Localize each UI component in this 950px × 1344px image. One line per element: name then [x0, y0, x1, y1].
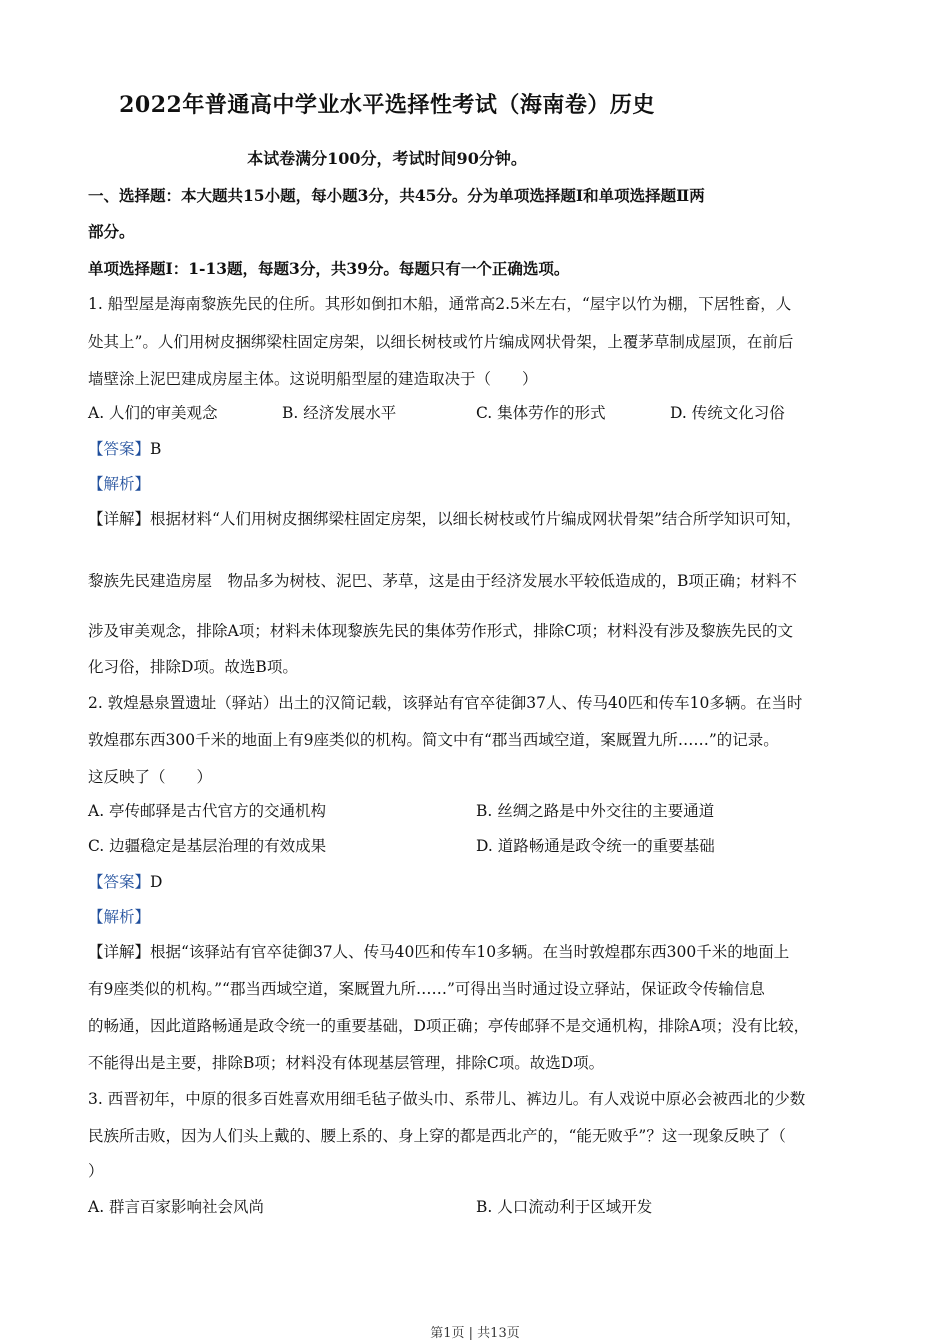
q1-stem-line2: 处其上”。人们用树皮捆绑梁柱固定房架，以细长树枝或竹片编成网状骨架，上覆茅草制成屋顶，在前后 — [88, 333, 794, 351]
page-title: 2022年普通高中学业水平选择性考试（海南卷）历史 — [119, 92, 655, 118]
q1-answer: B — [150, 440, 162, 458]
q1-detail-text1: 根据材料“人们用树皮捆绑梁柱固定房架，以细长树枝或竹片编成网状骨架”结合所学知识可知， — [150, 510, 802, 528]
q2-detail-line2: 有9座类似的机构。”“郡当西域空道，案厩置九所……”可得出当时通过设立驿站，保证政令传输信息 — [88, 980, 765, 998]
q2-stem-line1: 2. 敦煌悬泉置遗址（驿站）出土的汉简记载，该驿站有官卒徒御37人、传马40匹和传车10多辆。在当时 — [88, 694, 803, 712]
q2-option-b: B. 丝绸之路是中外交往的主要通道 — [476, 802, 715, 820]
q2-detail-tag: 【详解】 — [88, 943, 151, 961]
q1-option-a: A. 人们的审美观念 — [88, 404, 218, 422]
q2-detail-line4: 不能得出是主要，排除B项；材料没有体现基层管理，排除C项。故选D项。 — [88, 1054, 605, 1072]
section-header-line1: 一、选择题：本大题共15小题，每小题3分，共45分。分为单项选择题Ⅰ和单项选择题Ⅱ两 — [88, 186, 705, 205]
q1-stem-line1: 1. 船型屋是海南黎族先民的住所。其形如倒扣木船，通常高2.5米左右，“屋宇以竹为棚，下居牲畜，人 — [88, 295, 792, 313]
q1-detail-line1 — [88, 507, 862, 529]
q2-detail-line1 — [88, 940, 862, 962]
q3-stem-line1: 3. 西晋初年，中原的很多百姓喜欢用细毛毡子做头巾、系带儿、裤边儿。有人戏说中原必会被西北的少数 — [88, 1090, 806, 1108]
q2-option-d: D. 道路畅通是政令统一的重要基础 — [476, 837, 715, 855]
q3-option-b: B. 人口流动利于区域开发 — [476, 1198, 653, 1216]
q3-option-a: A. 群言百家影响社会风尚 — [88, 1198, 265, 1216]
q2-detail-line3: 的畅通，因此道路畅通是政令统一的重要基础，D项正确；亭传邮驿不是交通机构，排除A项；没有比较， — [88, 1017, 810, 1035]
q1-detail-line3: 涉及审美观念，排除A项；材料未体现黎族先民的集体劳作形式，排除C项；材料没有涉及黎族先民的文 — [88, 622, 794, 640]
q2-analysis-tag: 【解析】 — [88, 908, 151, 926]
q2-detail-text1: 根据“该驿站有官卒徒御37人、传马40匹和传车10多辆。在当时敦煌郡东西300千米的地面上 — [150, 943, 790, 961]
section-header-line2: 部分。 — [88, 222, 135, 241]
q1-option-c: C. 集体劳作的形式 — [476, 404, 606, 422]
q2-answer-tag: 【答案】 — [88, 873, 151, 891]
q3-stem-line2: 民族所击败，因为人们头上戴的、腰上系的、身上穿的都是西北产的，“能无败乎”？这一现象反映了（ — [88, 1127, 786, 1145]
q1-analysis-tag: 【解析】 — [88, 475, 151, 493]
q3-stem-line3: ） — [88, 1162, 104, 1180]
q1-detail-line4: 化习俗，排除D项。故选B项。 — [88, 658, 298, 676]
q1-option-b: B. 经济发展水平 — [282, 404, 397, 422]
q1-option-d: D. 传统文化习俗 — [670, 404, 785, 422]
q2-stem-line3: 这反映了（ ） — [88, 768, 213, 786]
q2-answer-row — [88, 870, 862, 892]
q2-option-a: A. 亭传邮驿是古代官方的交通机构 — [88, 802, 327, 820]
page-footer: 第1页 | 共13页 — [430, 1326, 520, 1341]
q2-stem-line2: 敦煌郡东西300千米的地面上有9座类似的机构。简文中有“郡当西域空道，案厩置九所……”的记录。 — [88, 731, 779, 749]
q2-answer: D — [150, 873, 163, 891]
q1-answer-row — [88, 437, 862, 459]
q2-option-c: C. 边疆稳定是基层治理的有效成果 — [88, 837, 327, 855]
sub-header: 单项选择题Ⅰ：1-13题，每题3分，共39分。每题只有一个正确选项。 — [88, 259, 570, 278]
q1-stem-line3: 墙壁涂上泥巴建成房屋主体。这说明船型屋的建造取决于（ ） — [88, 370, 538, 388]
q1-detail-line2: 黎族先民建造房屋 物品多为树枝、泥巴、茅草，这是由于经济发展水平较低造成的，B项正确；材料不 — [88, 572, 797, 590]
q1-detail-tag: 【详解】 — [88, 510, 151, 528]
exam-info: 本试卷满分100分，考试时间90分钟。 — [247, 149, 527, 168]
q1-answer-tag: 【答案】 — [88, 440, 151, 458]
